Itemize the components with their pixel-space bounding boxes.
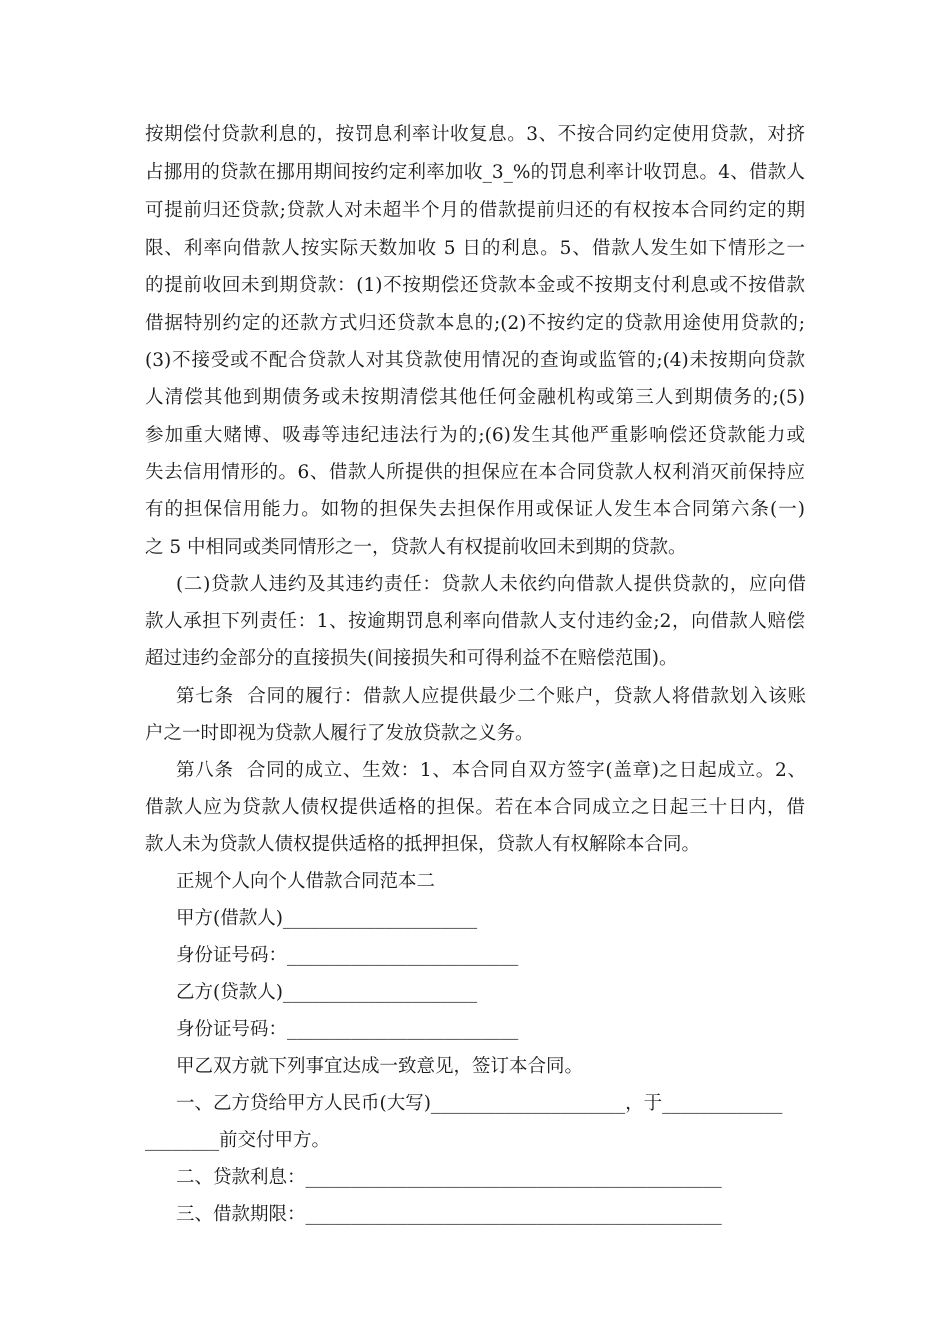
text-line: 款人承担下列责任：1、按逾期罚息利率向借款人支付违约金;2，向借款人赔偿 bbox=[145, 611, 805, 632]
clause-two: 二、贷款利息：_____________________________________________ bbox=[176, 1167, 722, 1188]
party-b-id-field: 身份证号码：_________________________ bbox=[176, 1019, 519, 1040]
section-title: 正规个人向个人借款合同范本二 bbox=[176, 871, 436, 892]
agreement-statement: 甲乙双方就下列事宜达成一致意见，签订本合同。 bbox=[176, 1056, 584, 1077]
text-line: 的提前收回未到期贷款：(1)不按期偿还贷款本金或不按期支付利息或不按借款 bbox=[145, 275, 805, 296]
text-line: 失去信用情形的。6、借款人所提供的担保应在本合同贷款人权利消灭前保持应 bbox=[145, 462, 805, 483]
party-b-field: 乙方(贷款人)_____________________ bbox=[176, 982, 478, 1003]
clause-one-continued: ________前交付甲方。 bbox=[145, 1130, 331, 1151]
text-line: 款人未为贷款人债权提供适格的抵押担保，贷款人有权解除本合同。 bbox=[145, 834, 701, 855]
text-line: 户之一时即视为贷款人履行了发放贷款之义务。 bbox=[145, 723, 534, 744]
text-line: 借款人应为贷款人债权提供适格的担保。若在本合同成立之日起三十日内，借 bbox=[145, 797, 805, 818]
text-line: 占挪用的贷款在挪用期间按约定利率加收_3_%的罚息利率计收罚息。4、借款人 bbox=[145, 162, 805, 183]
party-a-id-field: 身份证号码：_________________________ bbox=[176, 945, 519, 966]
text-line: 有的担保信用能力。如物的担保失去担保作用或保证人发生本合同第六条(一) bbox=[145, 499, 805, 520]
text-line: 限、利率向借款人按实际天数加收 5 日的利息。5、借款人发生如下情形之一 bbox=[145, 238, 805, 259]
text-line: (3)不接受或不配合贷款人对其贷款使用情况的查询或监管的;(4)未按期向贷款 bbox=[145, 350, 805, 371]
clause-three: 三、借款期限：_____________________________________________ bbox=[176, 1204, 722, 1225]
text-line: 按期偿付贷款利息的，按罚息利率计收复息。3、不按合同约定使用贷款，对挤 bbox=[145, 124, 805, 145]
text-line: 第七条 合同的履行：借款人应提供最少二个账户，贷款人将借款划入该账 bbox=[176, 686, 806, 707]
text-line: 超过违约金部分的直接损失(间接损失和可得利益不在赔偿范围)。 bbox=[145, 648, 678, 669]
text-line: 借据特别约定的还款方式归还贷款本息的;(2)不按约定的贷款用途使用贷款的; bbox=[145, 313, 805, 334]
text-line: 参加重大赌博、吸毒等违纪违法行为的;(6)发生其他严重影响偿还贷款能力或 bbox=[145, 425, 805, 446]
text-line: 人清偿其他到期债务或未按期清偿其他任何金融机构或第三人到期债务的;(5) bbox=[145, 387, 805, 408]
text-line: 可提前归还贷款;贷款人对未超半个月的借款提前归还的有权按本合同约定的期 bbox=[145, 200, 805, 221]
text-line: 之 5 中相同或类同情形之一，贷款人有权提前收回未到期的贷款。 bbox=[145, 537, 687, 558]
text-line: 第八条 合同的成立、生效：1、本合同自双方签字(盖章)之日起成立。2、 bbox=[176, 760, 806, 781]
text-line: (二)贷款人违约及其违约责任：贷款人未依约向借款人提供贷款的，应向借 bbox=[176, 574, 806, 595]
party-a-field: 甲方(借款人)_____________________ bbox=[176, 908, 478, 929]
clause-one: 一、乙方贷给甲方人民币(大写)_____________________，于_____________ bbox=[176, 1093, 783, 1114]
